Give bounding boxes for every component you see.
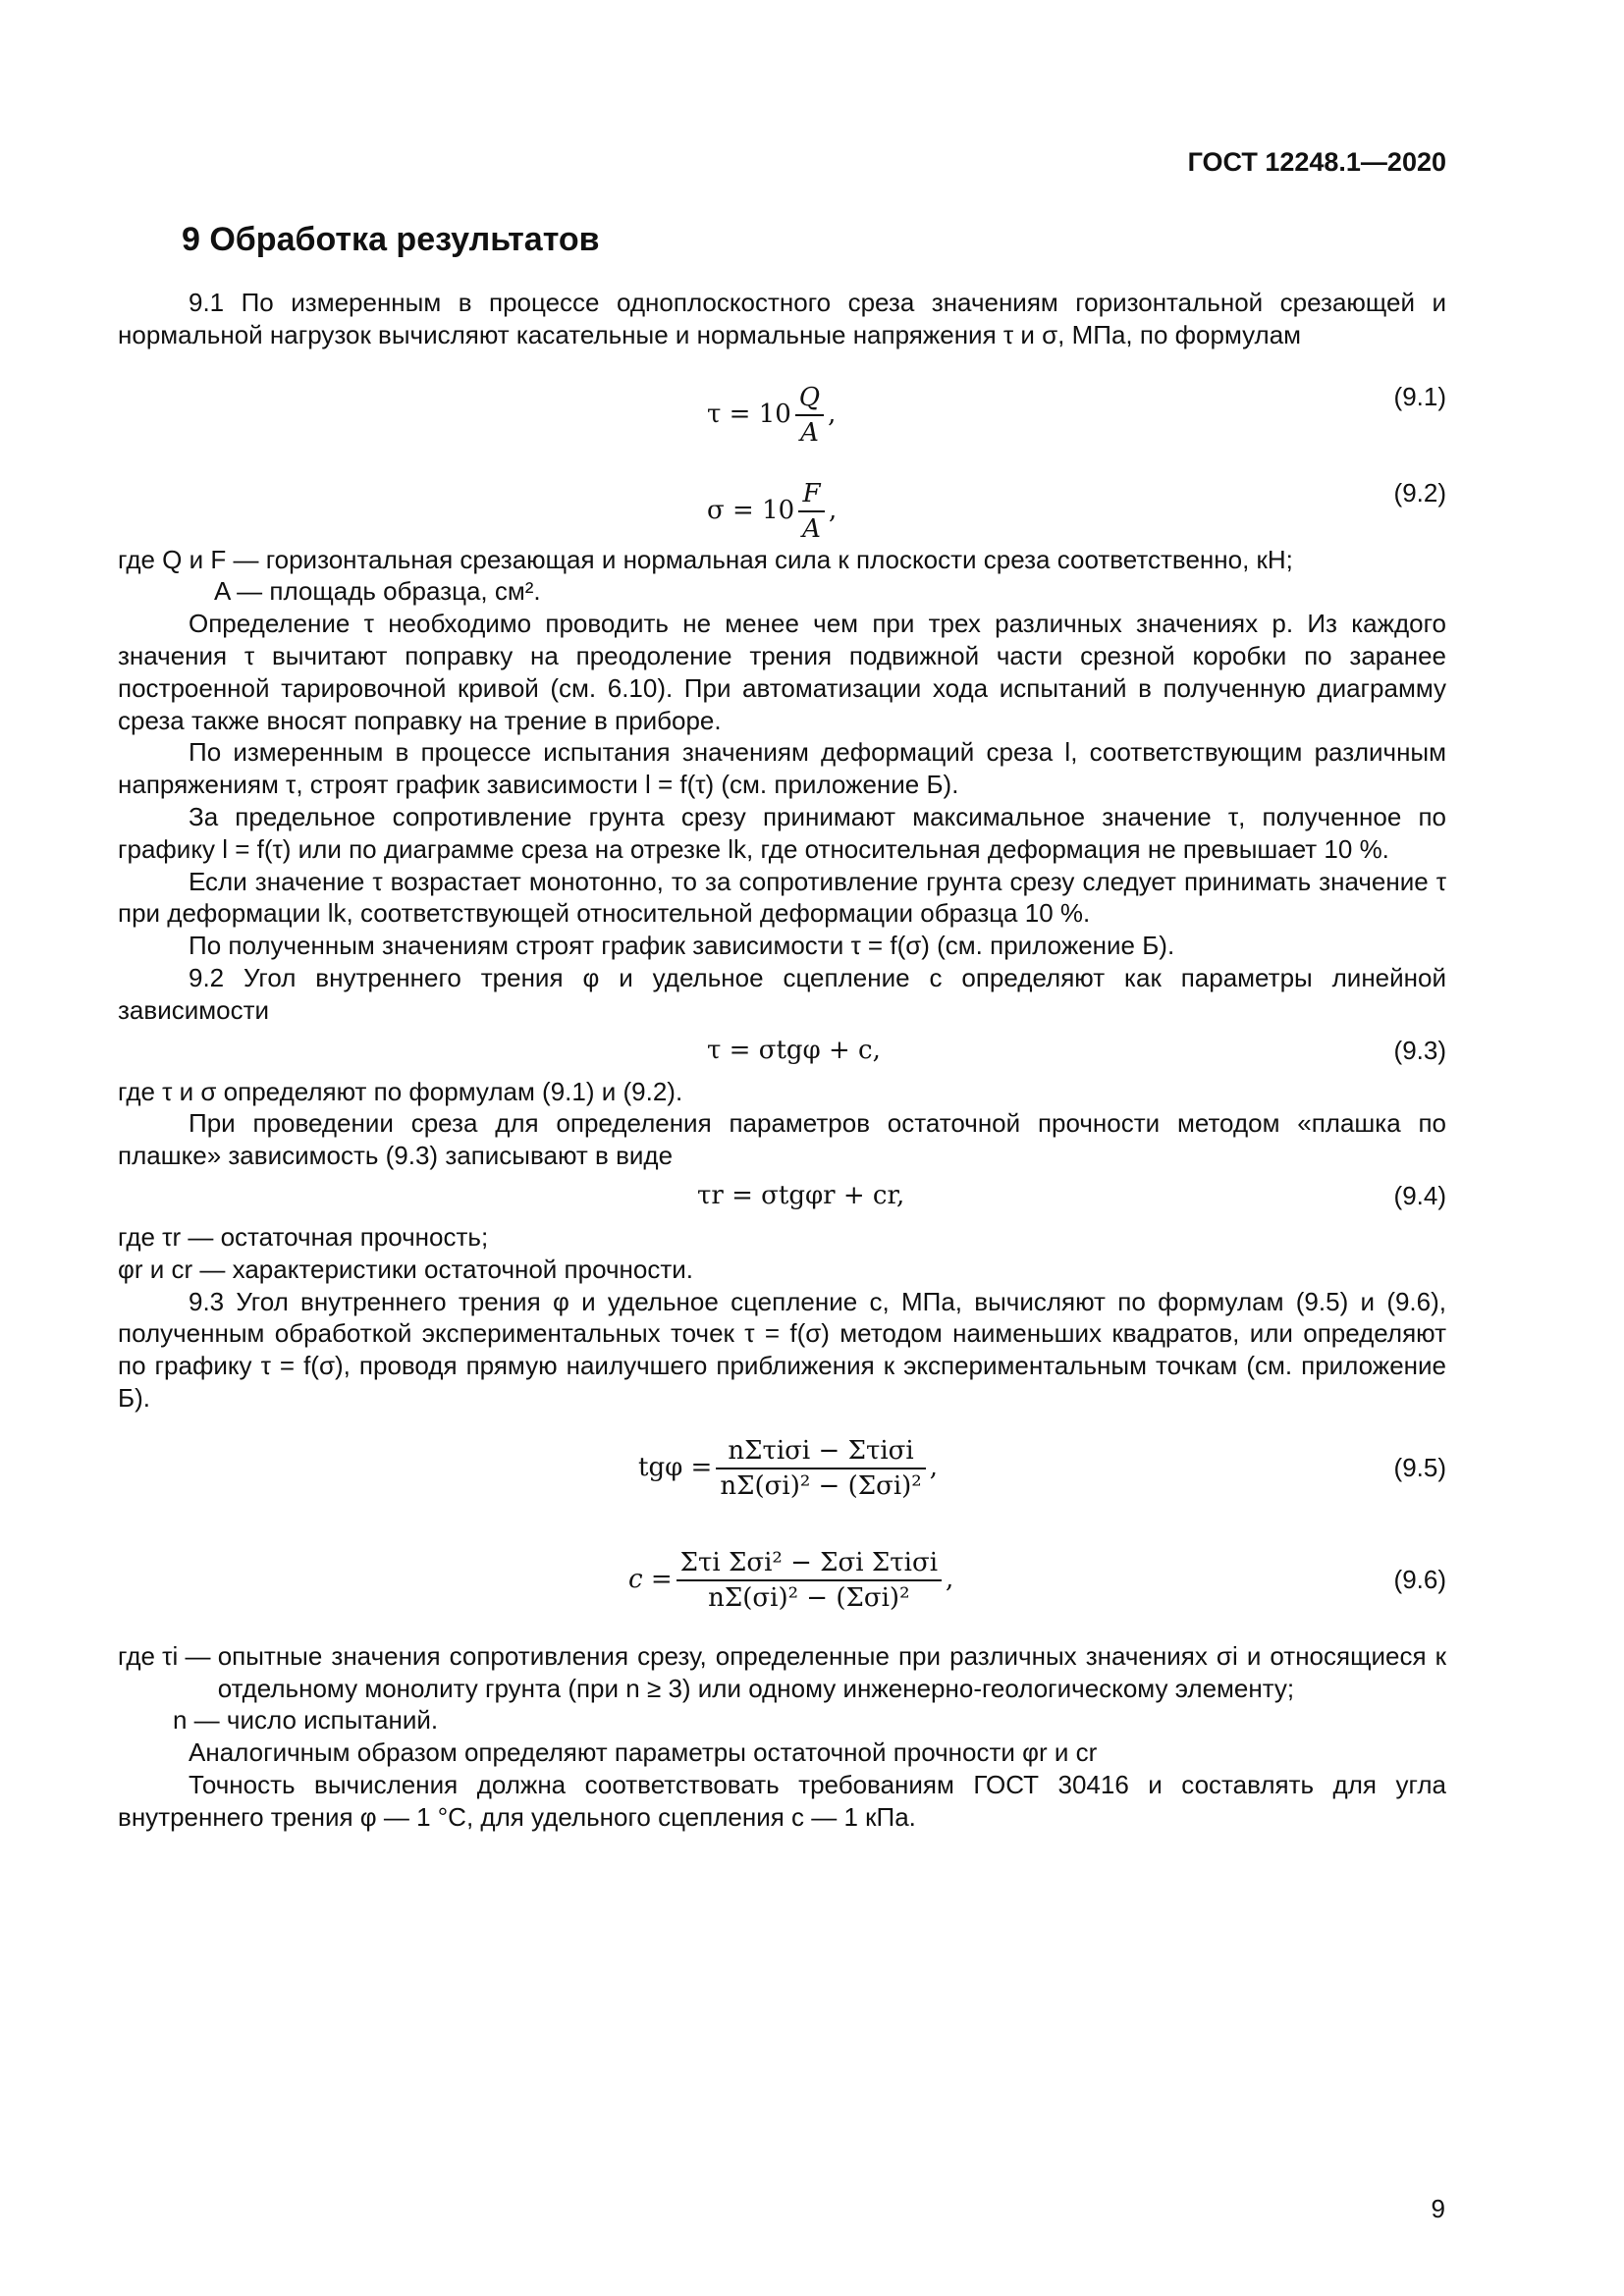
paragraph-definition-tau: Определение τ необходимо проводить не менее чем при трех различных значениях p. Из каждого значения τ вычитают поправку на преодоление трения подвижной части срезной коробки по заранее построенной тарировочной кривой (см. 6.10). При автоматизации хода испытаний в полученную диаграмму среза также вносят поправку на трение в приборе. xyxy=(118,609,1446,735)
where-4-line-2 xyxy=(118,1704,1446,1736)
fraction xyxy=(798,477,825,546)
fraction xyxy=(677,1546,942,1615)
denominator: A xyxy=(798,510,825,546)
section-title: 9 Обработка результатов xyxy=(182,221,600,258)
where-label: где τr — xyxy=(118,1221,214,1252)
where-3-line-1 xyxy=(118,1221,1446,1254)
where-3-line-2 xyxy=(118,1254,1446,1286)
formula-9-2-number: (9.2) xyxy=(1393,477,1446,507)
where-label: A — xyxy=(214,576,263,607)
numerator: Q xyxy=(798,382,821,412)
denominator: A xyxy=(795,414,824,450)
where-text: опытные значения сопротивления срезу, определенные при различных значениях σi и относящиеся к отдельному монолиту грунта (при n ≥ 3) или одному инженерно-геологическому элементу; xyxy=(217,1640,1446,1703)
fraction xyxy=(795,381,824,450)
where-2: где τ и σ определяют по формулам (9.1) и (9.2). xyxy=(118,1076,683,1106)
formula-9-2 xyxy=(118,448,1446,544)
formula-9-3 xyxy=(118,1027,1446,1076)
where-4-line-1 xyxy=(118,1640,1446,1705)
paragraph-9-2: 9.2 Угол внутреннего трения φ и удельное сцепление c определяют как параметры линейной зависимости xyxy=(118,962,1446,1025)
formula-9-5-number: (9.5) xyxy=(1393,1452,1446,1482)
paragraph-graph: По полученным значениям строят график зависимости τ = f(σ) (см. приложение Б). xyxy=(189,931,1175,961)
paragraph-deformation: По измеренным в процессе испытания значениям деформаций среза l, соответствующим различным напряжениям τ, строят график зависимости l = f(τ) (см. приложение Б). xyxy=(118,737,1446,800)
where-label: φr и cr — xyxy=(118,1254,226,1284)
numerator: F xyxy=(802,478,821,508)
formula-tail: , xyxy=(929,1452,938,1482)
fraction xyxy=(716,1434,925,1503)
formula-9-6 xyxy=(118,1522,1446,1640)
where-1-line-1 xyxy=(118,544,1446,576)
where-label: где Q и F — xyxy=(118,544,259,574)
numerator: Στi Σσi² − Σσi Στiσi xyxy=(679,1547,939,1577)
where-text: горизонтальная срезающая и нормальная сила к плоскости среза соответственно, кН; xyxy=(265,544,1293,574)
numerator: nΣτiσi − Στiσi xyxy=(728,1435,914,1466)
formula-9-1 xyxy=(118,351,1446,448)
formula-tail: , xyxy=(828,495,838,525)
formula-lhs: c = xyxy=(628,1564,673,1594)
paragraph-analog: Аналогичным образом определяют параметры остаточной прочности φr и cr xyxy=(189,1737,1098,1768)
paragraph-9-1: 9.1 По измеренным в процессе одноплоскостного среза значениям горизонтальной срезающей и нормальной нагрузок вычисляют касательные и нормальные напряжения τ и σ, МПа, по формулам xyxy=(118,288,1446,349)
where-text: площадь образца, см². xyxy=(269,576,541,607)
where-text: число испытаний. xyxy=(226,1705,439,1735)
where-text: характеристики остаточной прочности. xyxy=(232,1254,694,1284)
formula-9-4-expr: τr = σtgφr + cr, xyxy=(697,1180,905,1210)
formula-9-6-expr xyxy=(628,1546,953,1615)
formula-tail: , xyxy=(828,399,837,429)
formula-9-2-expr xyxy=(707,477,837,546)
formula-lhs: σ = 10 xyxy=(707,495,795,525)
where-label: n — xyxy=(173,1705,220,1735)
where-text: остаточная прочность; xyxy=(220,1221,489,1252)
formula-9-5 xyxy=(118,1415,1446,1522)
formula-tail: , xyxy=(946,1564,954,1594)
page-number: 9 xyxy=(1431,2194,1445,2223)
formula-9-5-expr xyxy=(638,1434,938,1503)
paragraph-monotonic: Если значение τ возрастает монотонно, то за сопротивление грунта срезу следует принимать значение τ при деформации lk, соответствующей относительной деформации образца 10 %. xyxy=(118,866,1446,929)
denominator: nΣ(σi)² − (Σσi)² xyxy=(716,1468,925,1503)
formula-9-4-number: (9.4) xyxy=(1393,1180,1446,1210)
where-label: где τi — xyxy=(118,1640,211,1671)
formula-9-1-number: (9.1) xyxy=(1393,381,1446,411)
where-1-line-2 xyxy=(118,575,1446,608)
formula-lhs: tgφ = xyxy=(638,1452,713,1482)
formula-9-3-expr: τ = σtgφ + c, xyxy=(707,1035,881,1065)
formula-9-1-expr xyxy=(707,381,836,450)
formula-9-3-number: (9.3) xyxy=(1393,1035,1446,1065)
paragraph-accuracy: Точность вычисления должна соответствовать требованиям ГОСТ 30416 и составлять для угла внутреннего трения φ — 1 °С, для удельного сцепления c — 1 кПа. xyxy=(118,1769,1446,1832)
doc-code-header: ГОСТ 12248.1—2020 xyxy=(1187,147,1446,177)
formula-lhs: τ = 10 xyxy=(707,399,791,429)
paragraph-9-3: 9.3 Угол внутреннего трения φ и удельное сцепление c, МПа, вычисляют по формулам (9.5) и (9.6), полученным обработкой экспериментальных точек τ = f(σ) методом наименьших квадратов, или определяют по графику τ = f(σ), проводя прямую наилучшего приближения к экспериментальным точкам (см. приложение Б). xyxy=(118,1286,1446,1413)
formula-9-4 xyxy=(118,1172,1446,1221)
paragraph-limit-resistance: За предельное сопротивление грунта срезу принимают максимальное значение τ, полученное по графику l = f(τ) или по диаграмме среза на отрезке lk, где относительная деформация не превышает 10 %. xyxy=(118,801,1446,864)
denominator: nΣ(σi)² − (Σσi)² xyxy=(677,1579,942,1615)
formula-9-6-number: (9.6) xyxy=(1393,1564,1446,1594)
section-body xyxy=(118,287,1446,1834)
paragraph-residual: При проведении среза для определения параметров остаточной прочности методом «плашка по плашке» зависимость (9.3) записывают в виде xyxy=(118,1108,1446,1171)
